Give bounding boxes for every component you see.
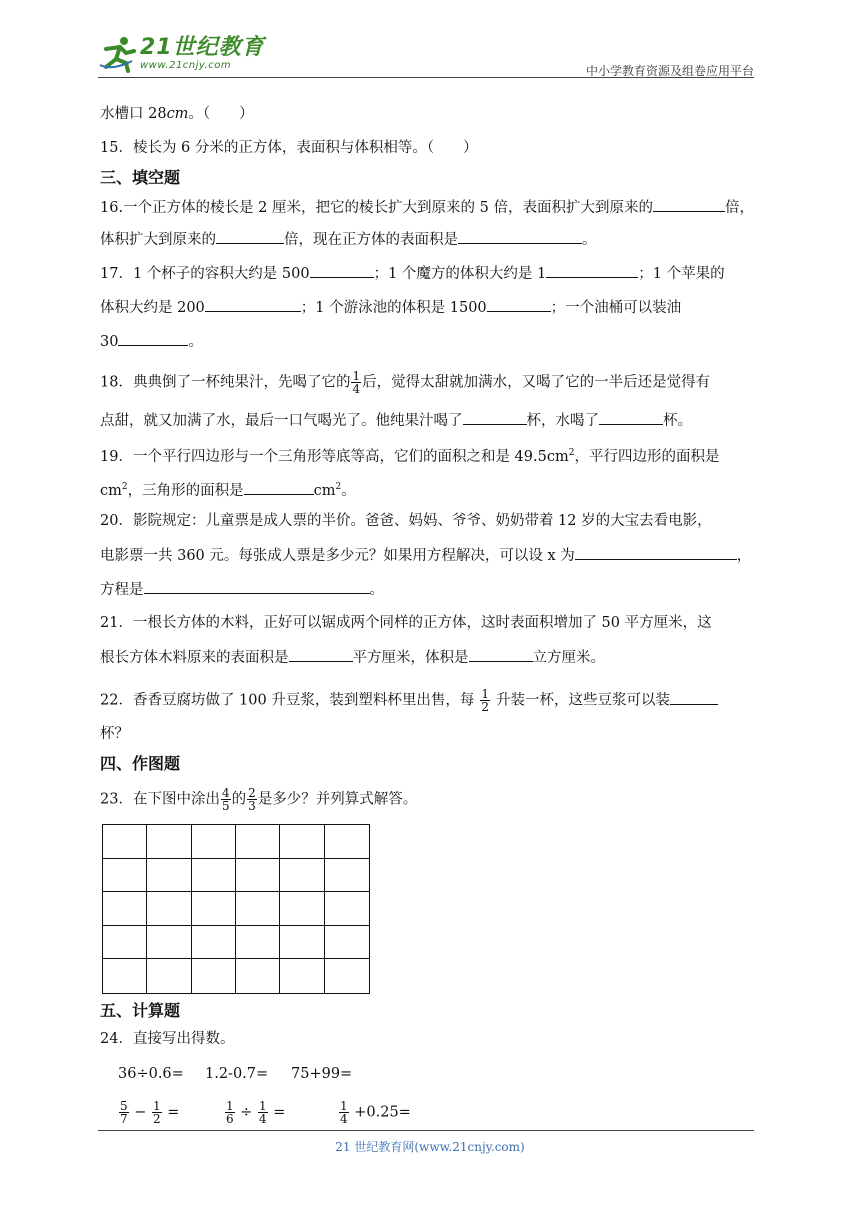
page-header: [98, 30, 754, 78]
fraction: $\frac{5}{7}$: [120, 1099, 128, 1126]
grid-cell[interactable]: [103, 959, 147, 993]
answer-blank[interactable]: [118, 331, 188, 346]
logo-title: 21世纪教育: [140, 35, 265, 60]
question-20-line-3: 方程是 。: [100, 579, 384, 600]
grid-cell[interactable]: [103, 926, 147, 960]
question-24: 24．直接写出得数。: [100, 1031, 235, 1047]
answer-blank[interactable]: [144, 579, 370, 594]
grid-cell[interactable]: [147, 825, 191, 859]
runner-logo-icon: [98, 35, 138, 73]
fraction: $\frac{1}{4}$: [259, 1099, 267, 1126]
footer-rule: [98, 1130, 754, 1131]
answer-blank[interactable]: [599, 410, 663, 425]
answer-blank[interactable]: [289, 647, 353, 662]
question-23: 23．在下图中涂出 $\frac{4}{5}$ 的 $\frac{2}{3}$ 是多少？并列算式解答。: [100, 786, 418, 813]
grid-cell[interactable]: [103, 859, 147, 893]
question-19-line-2: $cm^2$，三角形的面积是 $cm^2$。: [100, 477, 356, 501]
answer-blank[interactable]: [670, 690, 718, 705]
section-fill-blank-heading: 三、填空题: [100, 168, 181, 187]
answer-blank[interactable]: [458, 229, 582, 244]
grid-cell[interactable]: [280, 859, 324, 893]
question-18-line-1: 18．典典倒了一杯纯果汁，先喝了它的 $\frac{1}{4}$ 后，觉得太甜就加满水，又喝了它的一半后还是觉得有: [100, 369, 711, 396]
answer-blank[interactable]: [310, 263, 374, 278]
question-14-tail: 水槽口 28cm。（ ）: [100, 106, 254, 122]
question-15: 15．棱长为 6 分米的正方体，表面积与体积相等。（ ）: [100, 140, 478, 156]
question-16-line-2: 体积扩大到原来的 倍，现在正方体的表面积是 。: [100, 229, 597, 250]
answer-blank[interactable]: [205, 297, 301, 312]
platform-name: 中小学教育资源及组卷应用平台: [585, 64, 754, 78]
question-16-line-1: 16.一个正方体的棱长是 2 厘米，把它的棱长扩大到原来的 5 倍，表面积扩大到原来的 倍，: [100, 197, 754, 218]
grid-cell[interactable]: [280, 959, 324, 993]
answer-blank[interactable]: [575, 545, 737, 560]
footer-text: 21 世纪教育网(www.21cnjy.com): [335, 1140, 525, 1154]
question-21-line-2: 根长方体木料原来的表面积是 平方厘米，体积是 立方厘米。: [100, 647, 605, 668]
logo-url: www.21cnjy.com: [140, 60, 232, 71]
grid-cell[interactable]: [325, 959, 369, 993]
grid-cell[interactable]: [236, 926, 280, 960]
grid-cell[interactable]: [192, 825, 236, 859]
grid-cell[interactable]: [325, 892, 369, 926]
fraction: $\frac{1}{2}$: [153, 1099, 161, 1126]
question-22-line-2: 杯？: [100, 726, 129, 742]
site-logo: [98, 34, 265, 74]
question-22-line-1: 22．香香豆腐坊做了 100 升豆浆，装到塑料杯里出售，每 $\frac{1}{2}$ 升装一杯，这些豆浆可以装: [100, 688, 718, 713]
grid-cell[interactable]: [280, 825, 324, 859]
answer-blank[interactable]: [216, 229, 284, 244]
grid-cell[interactable]: [147, 859, 191, 893]
grid-cell[interactable]: [236, 892, 280, 926]
calc-item: $\frac{1}{4}$ +0.25=: [340, 1099, 411, 1126]
grid-cell[interactable]: [236, 959, 280, 993]
fraction: $\frac{4}{5}$: [221, 786, 230, 813]
section-calculation-heading: 五、计算题: [100, 1001, 181, 1020]
calc-item: 36÷0.6=: [118, 1066, 184, 1082]
answer-blank[interactable]: [653, 197, 725, 212]
answer-blank[interactable]: [546, 263, 638, 278]
question-17-line-2: 体积大约是 200 ；1 个游泳池的体积是 1500 ；一个油桶可以装油: [100, 297, 681, 318]
fraction: $\frac{1}{6}$: [226, 1099, 234, 1126]
calc-item: $\frac{5}{7}$ − $\frac{1}{2}$ =: [120, 1099, 180, 1126]
grid-cell[interactable]: [236, 859, 280, 893]
question-18-line-2: 点甜，就又加满了水，最后一口气喝光了。他纯果汁喝了 杯，水喝了 杯。: [100, 410, 692, 431]
answer-blank[interactable]: [469, 647, 533, 662]
question-17-line-3: 30 。: [100, 331, 203, 352]
shading-grid[interactable]: [102, 824, 370, 994]
answer-blank[interactable]: [463, 410, 527, 425]
fraction: $\frac{1}{2}$: [481, 687, 489, 714]
question-20-line-2: 电影票一共 360 元。每张成人票是多少元？如果用方程解决，可以设 x 为 ，: [100, 545, 751, 566]
question-21-line-1: 21．一根长方体的木料，正好可以锯成两个同样的正方体，这时表面积增加了 50 平方厘米，这: [100, 615, 712, 631]
calc-item: 75+99=: [291, 1066, 353, 1082]
calc-item: $\frac{1}{6}$ ÷ $\frac{1}{4}$ =: [226, 1099, 286, 1126]
grid-cell[interactable]: [103, 825, 147, 859]
header-rule: [98, 77, 754, 78]
grid-cell[interactable]: [280, 892, 324, 926]
grid-cell[interactable]: [280, 926, 324, 960]
question-17-line-1: 17．1 个杯子的容积大约是 500 ；1 个魔方的体积大约是 1 ；1 个苹果的: [100, 263, 725, 284]
grid-cell[interactable]: [325, 825, 369, 859]
question-20-line-1: 20．影院规定：儿童票是成人票的半价。爸爸、妈妈、爷爷、奶奶带着 12 岁的大宝去看电影，: [100, 513, 712, 529]
answer-blank[interactable]: [487, 297, 551, 312]
grid-cell[interactable]: [325, 859, 369, 893]
section-drawing-heading: 四、作图题: [100, 754, 181, 773]
grid-cell[interactable]: [103, 892, 147, 926]
calc-item: 1.2-0.7=: [205, 1066, 269, 1082]
grid-cell[interactable]: [192, 959, 236, 993]
grid-cell[interactable]: [147, 926, 191, 960]
answer-blank[interactable]: [244, 480, 314, 495]
question-19-line-1: 19．一个平行四边形与一个三角形等底等高，它们的面积之和是 $49.5cm^2$，平行四边形的面积是: [100, 448, 720, 465]
fraction: $\frac{1}{4}$: [352, 369, 361, 396]
grid-cell[interactable]: [236, 825, 280, 859]
grid-cell[interactable]: [192, 892, 236, 926]
grid-cell[interactable]: [192, 926, 236, 960]
grid-cell[interactable]: [192, 859, 236, 893]
fraction: $\frac{1}{4}$: [340, 1099, 348, 1126]
grid-cell[interactable]: [147, 892, 191, 926]
grid-cell[interactable]: [325, 926, 369, 960]
grid-cell[interactable]: [147, 959, 191, 993]
fraction: $\frac{2}{3}$: [248, 786, 256, 813]
